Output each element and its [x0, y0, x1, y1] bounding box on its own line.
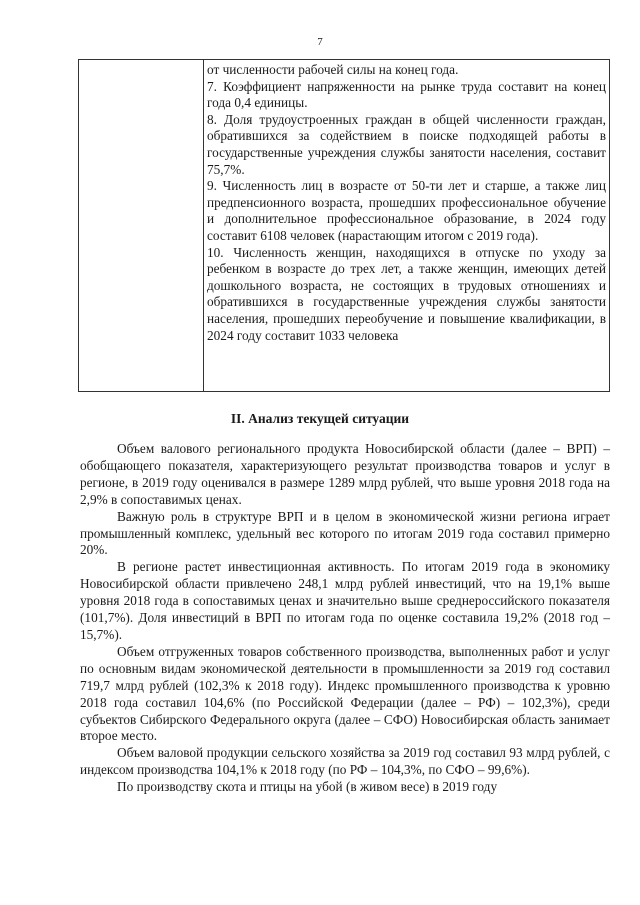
section-body — [80, 441, 610, 796]
paragraph: Объем валовой продукции сельского хозяйства за 2019 год составил 93 млрд рублей, с индексом производства 104,1% к 2018 году (по РФ – 104,3%, по СФО – 99,6%). — [80, 745, 610, 778]
paragraph: Важную роль в структуре ВРП и в целом в экономической жизни региона играет промышленный комплекс, удельный вес которого по итогам 2019 года составил примерно 20%. — [80, 508, 610, 558]
indicator-item: 7. Коэффициент напряженности на рынке труда составит на конец года 0,4 единицы. — [207, 78, 606, 111]
indicator-item: от численности рабочей силы на конец года. — [207, 62, 459, 77]
table-column-divider — [203, 60, 204, 391]
indicator-item: 8. Доля трудоустроенных граждан в общей численности граждан, обратившихся за содействием в поиске подходящей работы в государственные учреждения службы занятости населения, составит 75,7%. — [207, 111, 606, 177]
section-title: II. Анализ текущей ситуации — [230, 411, 410, 426]
indicators-table — [78, 59, 610, 392]
paragraph: По производству скота и птицы на убой (в живом весе) в 2019 году — [117, 779, 498, 795]
table-text-cell — [207, 62, 606, 344]
indicator-item: 10. Численность женщин, находящихся в отпуске по уходу за ребенком в возрасте до трех лет, а также женщин, имеющих детей дошкольного возраста, не состоящих в трудовых отношениях и обратившихся в государственные учреждения службы занятости населения, прошедших переобучение и повышение квалификации, в 2024 году составит 1033 человека — [207, 244, 606, 343]
paragraph: В регионе растет инвестиционная активность. По итогам 2019 года в экономику Новосибирской области привлечено 248,1 млрд рублей инвестиций, что на 19,1% выше уровня 2018 года в сопоставимых ценах и значительно выше среднероссийского показателя (101,7%). Доля инвестиций в ВРП по итогам года по оценке составила 19,2% (2018 год – 15,7%). — [80, 559, 610, 642]
indicator-item: 9. Численность лиц в возрасте от 50-ти лет и старше, а также лиц предпенсионного возраста, прошедших профессиональное обучение и дополнительное профессиональное образование, в 2024 году составит 6108 человек (нарастающим итогом с 2019 года). — [207, 178, 606, 243]
paragraph: Объем отгруженных товаров собственного производства, выполненных работ и услуг по основным видам экономической деятельности в промышленности за 2019 год составил 719,7 млрд рублей (102,3% к 2018 году). Индекс промышленного производства к уровню 2018 года составил 104,6% (по Российской Федерации (далее – РФ) – 102,3%), среди субъектов Сибирского Федерального округа (далее – СФО) Новосибирская область занимает второе место. — [80, 643, 610, 744]
page-number: 7 — [317, 36, 323, 48]
paragraph: Объем валового регионального продукта Новосибирской области (далее – ВРП) – обобщающего показателя, характеризующего результат производства товаров и услуг в регионе, в 2019 году оценивался в размере 1289 млрд рублей, что выше уровня 2018 года на 2,9% в сопоставимых ценах. — [80, 441, 610, 507]
